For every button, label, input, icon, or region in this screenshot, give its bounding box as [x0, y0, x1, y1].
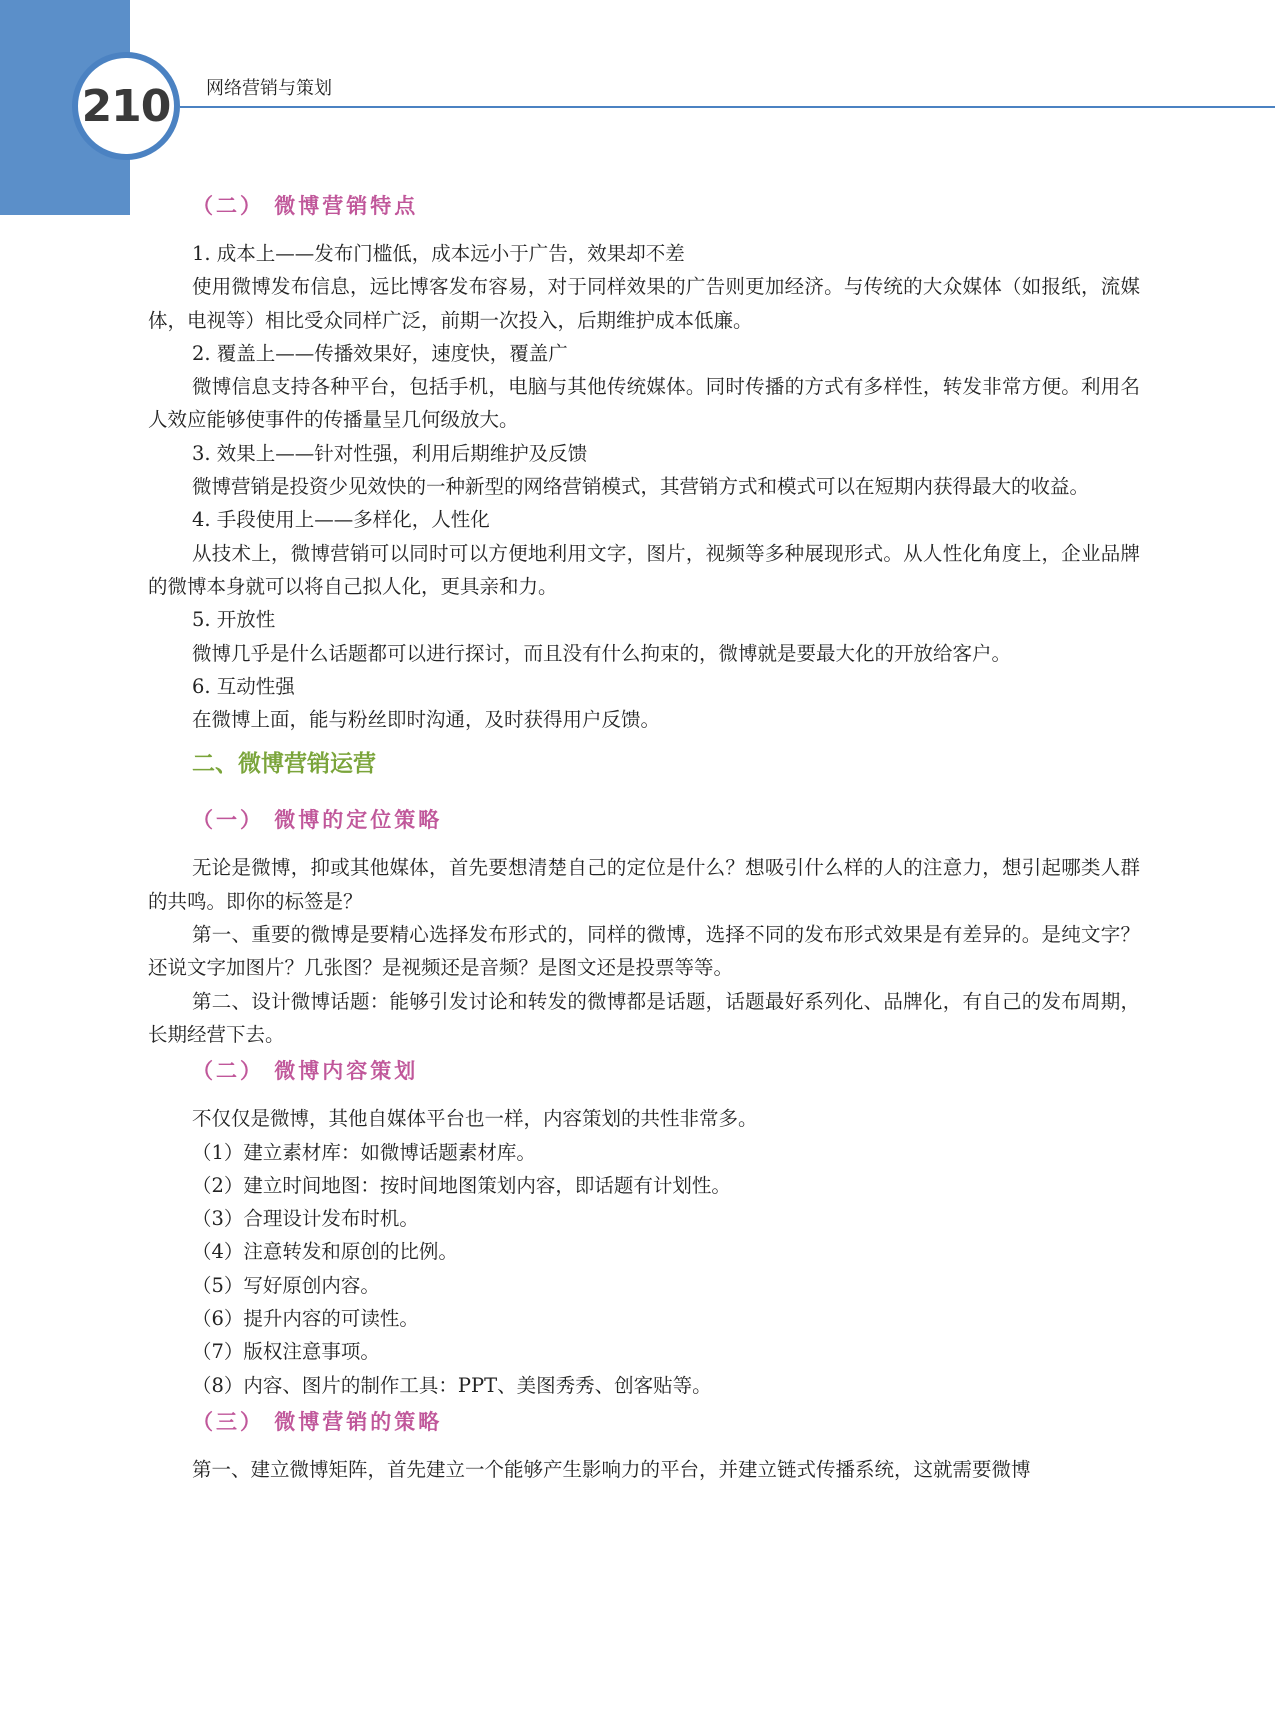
feature-body: 使用微博发布信息，远比博客发布容易，对于同样效果的广告则更加经济。与传统的大众媒体（如报纸，流媒体，电视等）相比受众同样广泛，前期一次投入，后期维护成本低廉。 [148, 275, 1140, 332]
list-item: （6）提升内容的可读性。 [192, 1307, 419, 1331]
body-paragraph: 第一、重要的微博是要精心选择发布形式的，同样的微博，选择不同的发布形式效果是有差异的。是纯文字？还说文字加图片？几张图？是视频还是音频？是图文还是投票等等。 [148, 923, 1140, 980]
list-item: （2）建立时间地图：按时间地图策划内容，即话题有计划性。 [192, 1173, 731, 1197]
feature-title: 3. 效果上——针对性强，利用后期维护及反馈 [192, 441, 588, 465]
book-title: 网络营销与策划 [206, 78, 332, 99]
list-item: （5）写好原创内容。 [192, 1273, 380, 1297]
body-paragraph: 第一、建立微博矩阵，首先建立一个能够产生影响力的平台，并建立链式传播系统，这就需要微博 [192, 1457, 1031, 1481]
list-item: （3）合理设计发布时机。 [192, 1207, 419, 1231]
header-rule [180, 106, 1275, 108]
feature-body: 在微博上面，能与粉丝即时沟通，及时获得用户反馈。 [192, 708, 661, 732]
decor-square [90, 178, 104, 192]
page-number-badge [72, 52, 180, 160]
feature-title: 6. 互动性强 [192, 674, 295, 698]
body-paragraph: 不仅仅是微博，其他自媒体平台也一样，内容策划的共性非常多。 [192, 1107, 758, 1131]
decor-square [96, 202, 104, 210]
list-item: （4）注意转发和原创的比例。 [192, 1240, 458, 1264]
body-paragraph: 第二、设计微博话题：能够引发讨论和转发的微博都是话题，话题最好系列化、品牌化，有自己的发布周期，长期经营下去。 [148, 989, 1140, 1046]
feature-body: 微博营销是投资少见效快的一种新型的网络营销模式，其营销方式和模式可以在短期内获得最大的收益。 [192, 475, 1090, 499]
feature-title: 4. 手段使用上——多样化，人性化 [192, 508, 490, 532]
feature-body: 微博几乎是什么话题都可以进行探讨，而且没有什么拘束的，微博就是要最大化的开放给客户。 [192, 641, 1012, 665]
feature-title: 5. 开放性 [192, 608, 276, 632]
list-item: （8）内容、图片的制作工具：PPT、美图秀秀、创客贴等。 [192, 1373, 712, 1397]
list-item: （7）版权注意事项。 [192, 1340, 380, 1364]
list-item: （1）建立素材库：如微博话题素材库。 [192, 1140, 536, 1164]
feature-body: 微博信息支持各种平台，包括手机，电脑与其他传统媒体。同时传播的方式有多样性，转发非常方便。利用名人效应能够使事件的传播量呈几何级放大。 [148, 375, 1140, 432]
subsection-heading: （一） 微博的定位策略 [192, 807, 443, 833]
feature-title: 2. 覆盖上——传播效果好，速度快，覆盖广 [192, 341, 568, 365]
subsection-heading: （二） 微博内容策划 [192, 1058, 419, 1084]
body-paragraph: 无论是微博，抑或其他媒体，首先要想清楚自己的定位是什么？想吸引什么样的人的注意力，想引起哪类人群的共鸣。即你的标签是？ [148, 856, 1140, 913]
subsection-heading: （三） 微博营销的策略 [192, 1408, 443, 1434]
subsection-heading: （二） 微博营销特点 [192, 193, 419, 218]
feature-body: 从技术上，微博营销可以同时可以方便地利用文字，图片，视频等多种展现形式。从人性化角度上，企业品牌的微博本身就可以将自己拟人化，更具亲和力。 [148, 541, 1140, 598]
page-content [148, 186, 1140, 1486]
decor-square [110, 194, 120, 204]
page-number: 210 [81, 80, 171, 132]
feature-title: 1. 成本上——发布门槛低，成本远小于广告，效果却不差 [192, 242, 685, 265]
section-heading: 二、微博营销运营 [192, 751, 376, 778]
